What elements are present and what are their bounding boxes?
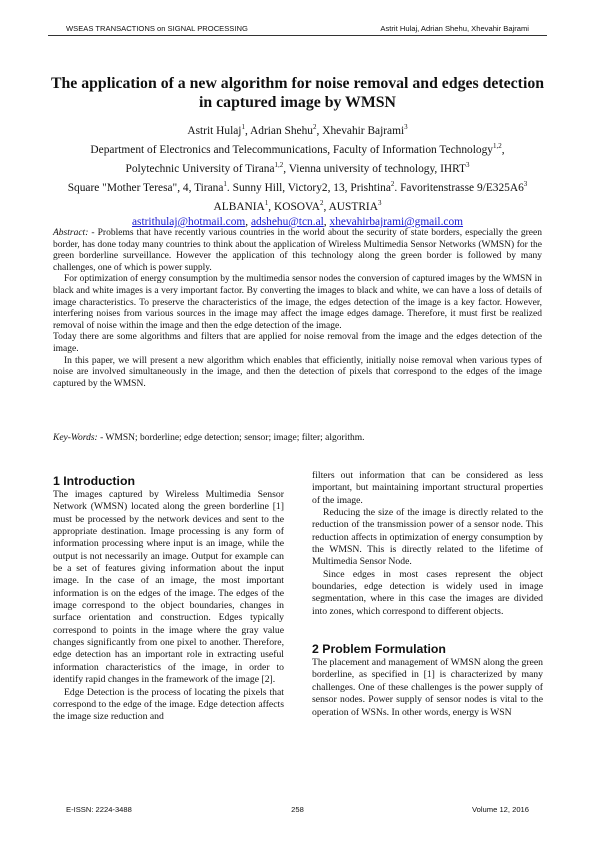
abstract-label: Abstract: [53, 228, 89, 238]
body-column-right [312, 470, 543, 719]
abstract-paragraph: For optimization of energy consumption by the multimedia sensor nodes the conversion of captured images by the WMSN in black and white images is a very important factor. By converting the images to black and white, we can have a loss of details of image characteristics. To preserve the characteristics of the image, the edges detection of the image is a key factor. However, interfering noises from various sources in the image may affect the image edges damage. Therefore, it must first be realized removal of noise within the image and then the edge detection of the image. [53, 274, 542, 331]
header-rule [48, 35, 547, 36]
section-heading: 2 Problem Formulation [312, 642, 446, 657]
body-paragraph: The images captured by Wireless Multimedia Sensor Network (WMSN) located along the green borderline [1] must be processed by the network devices and sent to the appropriate destination. Image processing is any form of information processing where input is an image, while the output is not necessarily an image. Output for example can be a set of features giving information about the input image. In the case of an image, the most important information is on the edges of the image. The edges of the image correspond to the object boundaries, changes in surface orientation and construction. Edges typically correspond to points in the image where the gray value changes significantly from one pixel to another. Therefore, edge detection has an important role in extracting useful information characteristics of the image, in order to identify rapid changes in the framework of the image [2]. [53, 489, 284, 686]
abstract-paragraph: Abstract: - Problems that have recently various countries in the world about the security of state borders, especially the green border, has done today many countries to think about the application of Wireless Multimedia Sensor Networks (WMSN) for the green borderline surveillance. However the application of this technology along the green border is followed by many challenges, one of which is power supply. [53, 228, 542, 273]
footer-issn: E-ISSN: 2224-3488 [66, 805, 132, 814]
body-paragraph: Reducing the size of the image is directly related to the reduction of the transmission power of a sensor node. This reduction affects in optimization of energy consumption by the WMSN. This is directly related to the lifetime of Multimedia Sensor Node. [312, 507, 543, 568]
email-link[interactable]: adshehu@tcn.al [250, 216, 324, 228]
abstract [53, 228, 542, 390]
running-header-authors: Astrit Hulaj, Adrian Shehu, Xhevahir Bajrami [380, 24, 529, 33]
body-paragraph: The placement and management of WMSN along the green borderline, as specified in [1] is characterized by many challenges. One of these challenges is the power supply of sensor nodes. Power supply of sensor nodes is vital to the operation of WSNs. In other words, energy is WSN [312, 657, 543, 718]
abstract-paragraph: Today there are some algorithms and filters that are applied for noise removal from the image and the edges detection of the image. [53, 332, 542, 354]
keywords: Key-Words: - WMSN; borderline; edge detection; sensor; image; filter; algorithm. [53, 433, 365, 443]
paper-title: The application of a new algorithm for noise removal and edges detection in captured image by WMSN [50, 75, 545, 111]
body-paragraph: Edge Detection is the process of locating the pixels that correspond to the edge of the image. Edge detection affects the image size reduction and [53, 686, 284, 723]
author-line: Astrit Hulaj$^1$, Adrian Shehu$^2$, Xhevahir Bajrami$^3$ [187, 123, 408, 137]
author-name: Astrit Hulaj [187, 124, 242, 137]
footer-volume: Volume 12, 2016 [472, 805, 529, 814]
email-link[interactable]: astrithulaj@hotmail.com [131, 216, 246, 228]
author-name: Xhevahir Bajrami [322, 124, 405, 137]
affiliation-university: Polytechnic University of Tirana$^{1,2}$, Vienna university of technology, IHRT$^3$ [125, 161, 470, 175]
author-name: Adrian Shehu [250, 124, 314, 137]
running-header-journal: WSEAS TRANSACTIONS on SIGNAL PROCESSING [66, 24, 248, 33]
abstract-paragraph: In this paper, we will present a new algorithm which enables that efficiently, initially noise removal when various types of noise are involved simultaneously in the image, and then the detection of pixels that correspond to the edges of the image captured by the WMSN. [53, 355, 542, 389]
body-paragraph: filters out information that can be considered as less important, but maintaining important structural properties of the image. [312, 470, 543, 506]
email-line: astrithulaj@hotmail.com, adshehu@tcn.al, xhevahirbajrami@gmail.com [131, 216, 464, 228]
email-link[interactable]: xhevahirbajrami@gmail.com [329, 216, 464, 228]
body-paragraph: Since edges in most cases represent the object boundaries, edge detection is widely used in image segmentation, where in this case the images are divided into zones, which correspond to different objects. [312, 568, 543, 617]
author-block [40, 120, 555, 230]
footer-page-number: 258 [291, 805, 304, 814]
affiliation-dept: Department of Electronics and Telecommunications, Faculty of Information Technology$^{1,2}$, [90, 142, 505, 156]
affiliation-address: Square "Mother Teresa", 4, Tirana$^1$. Sunny Hill, Victory2, 13, Prishtina$^2$. Favoritenstrasse $9/E325A6^3$ [67, 180, 528, 194]
keywords-label: Key-Words: [53, 433, 98, 443]
affiliation-countries: ALBANIA$^1$, KOSOVA$^2$, AUSTRIA$^3$ [213, 199, 382, 213]
section-heading: 1 Introduction [53, 474, 135, 488]
body-column-left [53, 470, 284, 724]
